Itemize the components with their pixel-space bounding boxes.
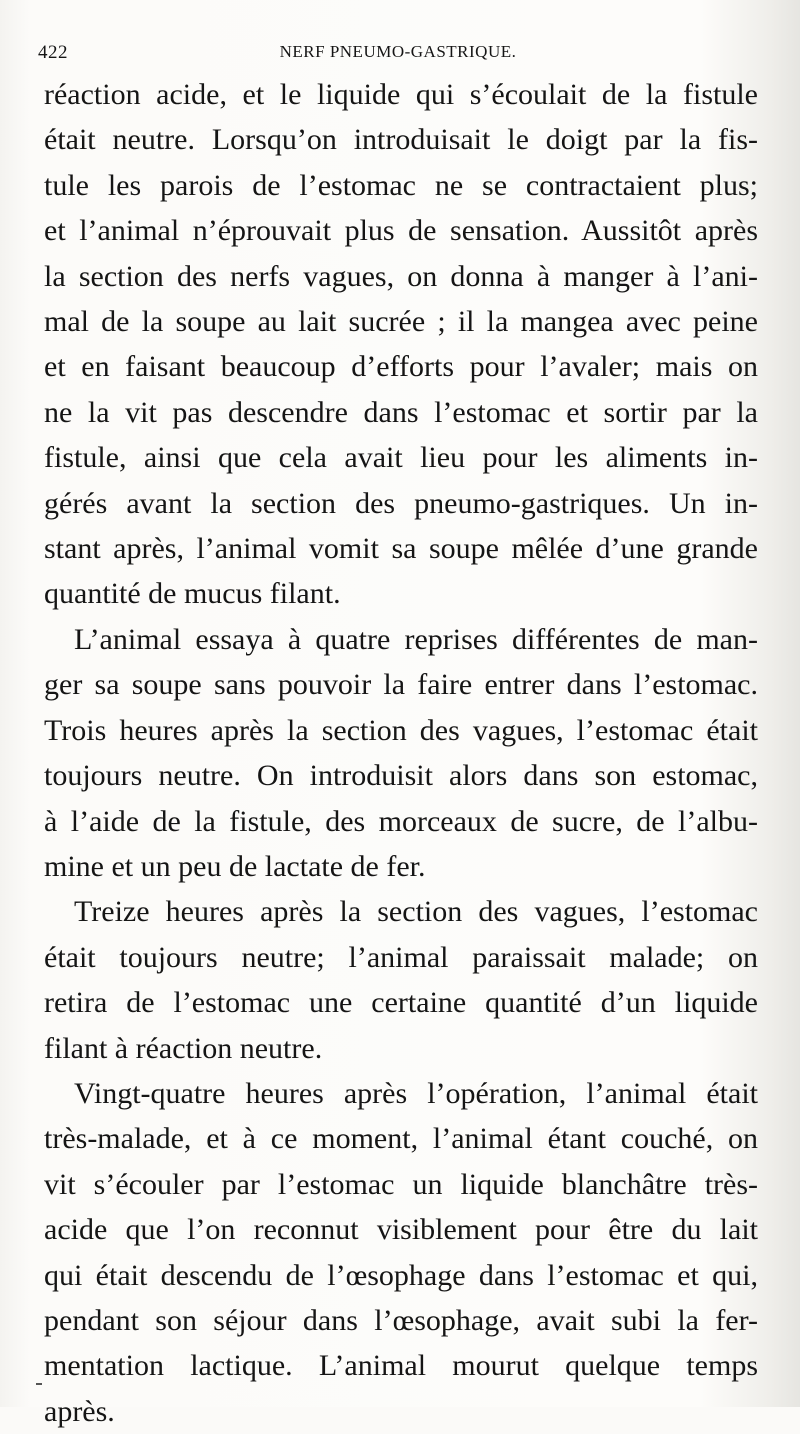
text-line: très-malade, et à ce moment, l’animal étant couché, on bbox=[44, 1122, 758, 1156]
text-line: réaction acide, et le liquide qui s’écoulait de la fistule bbox=[44, 78, 758, 111]
text-line: Trois heures après la section des vagues, l’estomac était bbox=[44, 713, 758, 747]
text-line: Vingt-quatre heures après l’opération, l’animal était bbox=[74, 1076, 758, 1110]
text-line: qui était descendu de l’œsophage dans l’estomac et qui, bbox=[44, 1258, 758, 1292]
text-line: après. bbox=[44, 1394, 115, 1428]
text-line: vit s’écouler par l’estomac un liquide blanchâtre très- bbox=[44, 1167, 758, 1201]
text-line: était neutre. Lorsqu’on introduisait le doigt par la fis- bbox=[44, 123, 758, 157]
text-line: gérés avant la section des pneumo-gastriques. Un in- bbox=[44, 486, 758, 520]
page-header bbox=[38, 42, 758, 66]
text-line: pendant son séjour dans l’œsophage, avait subi la fer- bbox=[44, 1303, 758, 1337]
text-line: ger sa soupe sans pouvoir la faire entrer dans l’estomac. bbox=[44, 668, 758, 702]
body-text bbox=[44, 72, 758, 1434]
text-line: retira de l’estomac une certaine quantité d’un liquide bbox=[44, 986, 758, 1020]
paragraph bbox=[44, 1071, 758, 1434]
paragraph bbox=[44, 617, 758, 889]
text-line: et en faisant beaucoup d’efforts pour l’avaler; mais on bbox=[44, 350, 758, 384]
text-line: tule les parois de l’estomac ne se contractaient plus; bbox=[44, 168, 758, 202]
text-line: quantité de mucus filant. bbox=[44, 577, 341, 611]
paragraph bbox=[44, 889, 758, 1071]
page-number: 422 bbox=[38, 42, 68, 63]
text-line: à l’aide de la fistule, des morceaux de sucre, de l’albu- bbox=[44, 804, 758, 838]
text-line: L’animal essaya à quatre reprises différentes de man- bbox=[74, 622, 758, 656]
paragraph bbox=[44, 72, 758, 617]
text-line: mine et un peu de lactate de fer. bbox=[44, 849, 426, 883]
text-line: la section des nerfs vagues, on donna à manger à l’ani- bbox=[44, 259, 758, 293]
text-line: était toujours neutre; l’animal paraissait malade; on bbox=[44, 940, 758, 974]
text-line: mentation lactique. L’animal mourut quelque temps bbox=[44, 1349, 758, 1383]
text-line: toujours neutre. On introduisit alors dans son estomac, bbox=[44, 759, 758, 793]
bottom-dash-mark bbox=[36, 1383, 42, 1385]
text-line: ne la vit pas descendre dans l’estomac et sortir par la bbox=[44, 395, 758, 429]
text-line: acide que l’on reconnut visiblement pour être du lait bbox=[44, 1213, 758, 1247]
text-line: et l’animal n’éprouvait plus de sensation. Aussitôt après bbox=[44, 214, 758, 248]
text-line: fistule, ainsi que cela avait lieu pour les aliments in- bbox=[44, 441, 758, 475]
running-title: NERF PNEUMO-GASTRIQUE. bbox=[279, 42, 517, 61]
text-line: mal de la soupe au lait sucrée ; il la mangea avec peine bbox=[44, 305, 758, 339]
text-line: stant après, l’animal vomit sa soupe mêlée d’une grande bbox=[44, 532, 758, 566]
text-line: filant à réaction neutre. bbox=[44, 1031, 323, 1065]
text-line: Treize heures après la section des vagues, l’estomac bbox=[74, 895, 758, 929]
